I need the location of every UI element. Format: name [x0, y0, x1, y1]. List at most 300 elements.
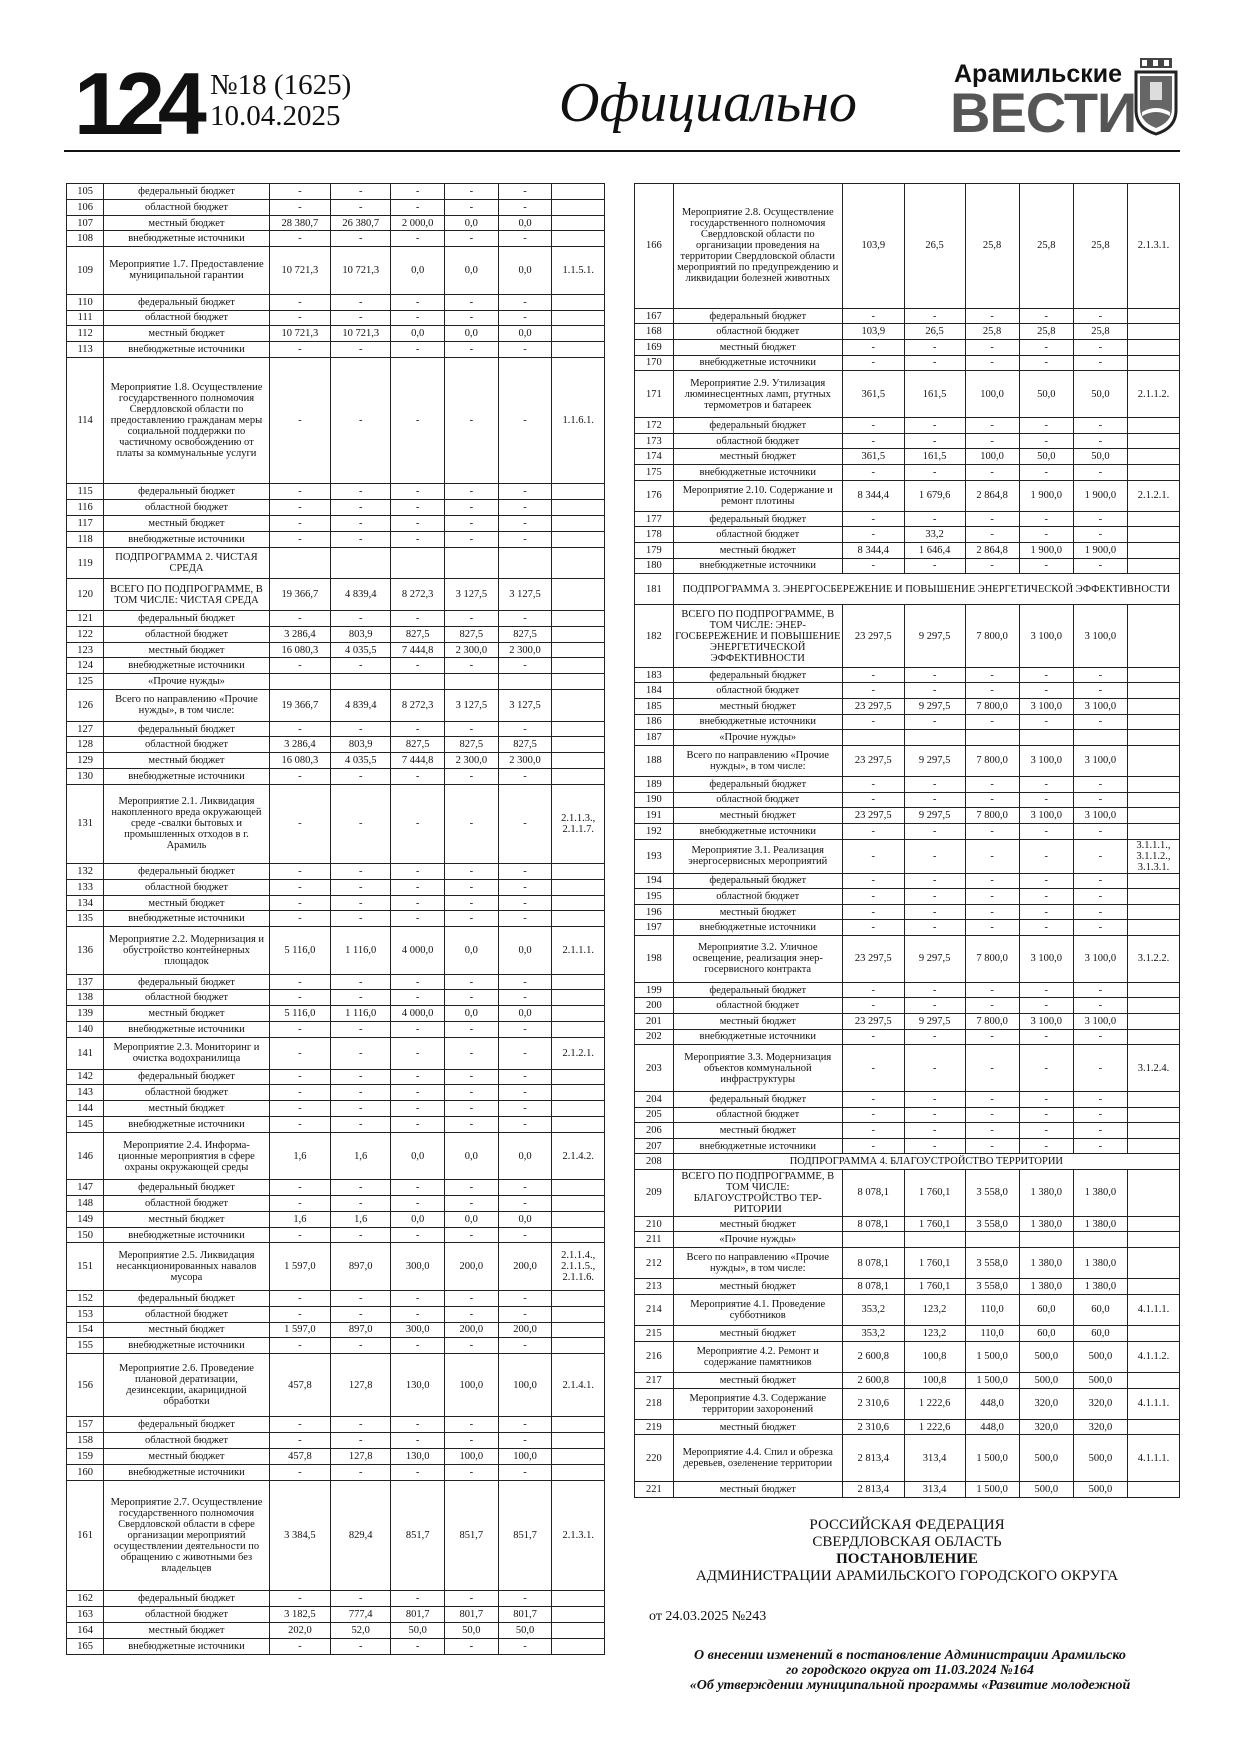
row-value: -: [1019, 1138, 1073, 1154]
row-description: Всего по направлению «Прочие нужды», в том числе:: [673, 1248, 842, 1279]
row-value: -: [1019, 889, 1073, 905]
row-value: 0,0: [498, 1132, 552, 1179]
row-value: -: [269, 1591, 330, 1607]
row-value: -: [391, 310, 445, 326]
row-value: -: [965, 904, 1019, 920]
row-value: [269, 674, 330, 690]
row-number: 168: [635, 324, 674, 340]
row-value: -: [269, 721, 330, 737]
row-value: -: [1073, 527, 1127, 543]
table-row: [67, 911, 605, 927]
row-value: -: [1019, 904, 1073, 920]
row-description: ПОДПРОГРАММА 2. ЧИСТАЯ СРЕДА: [104, 547, 269, 579]
row-description: местный бюджет: [673, 1372, 842, 1388]
table-row: [67, 674, 605, 690]
row-value: 361,5: [842, 371, 904, 418]
row-value: 100,0: [498, 1449, 552, 1465]
row-value: 8 078,1: [842, 1279, 904, 1295]
row-value: [1127, 511, 1179, 527]
row-description: внебюджетные источники: [104, 658, 269, 674]
row-value: -: [391, 1591, 445, 1607]
row-value: 50,0: [1019, 371, 1073, 418]
row-value: [1127, 1029, 1179, 1045]
row-number: 115: [67, 484, 104, 500]
row-value: 1 380,0: [1073, 1279, 1127, 1295]
row-value: 1 222,6: [904, 1388, 965, 1419]
row-number: 156: [67, 1354, 104, 1417]
row-value: -: [331, 1290, 391, 1306]
row-description: федеральный бюджет: [104, 1290, 269, 1306]
row-value: -: [1073, 777, 1127, 793]
row-value: -: [965, 873, 1019, 889]
row-value: 2.1.1.4., 2.1.1.5., 2.1.1.6.: [552, 1243, 605, 1290]
row-value: -: [331, 879, 391, 895]
table-row: [635, 1372, 1180, 1388]
row-description: «Прочие нужды»: [673, 1232, 842, 1248]
row-value: -: [842, 683, 904, 699]
row-value: -: [269, 500, 330, 516]
row-value: -: [391, 1022, 445, 1038]
row-value: -: [1019, 792, 1073, 808]
row-value: -: [445, 863, 499, 879]
table-row: [635, 714, 1180, 730]
row-value: -: [842, 777, 904, 793]
row-value: 10 721,3: [269, 326, 330, 342]
row-number: 195: [635, 889, 674, 905]
row-value: -: [269, 879, 330, 895]
row-value: -: [1073, 714, 1127, 730]
row-number: 166: [635, 184, 674, 309]
row-value: [1127, 1419, 1179, 1435]
row-value: 28 380,7: [269, 215, 330, 231]
decree-region: СВЕРДЛОВСКАЯ ОБЛАСТЬ: [812, 1534, 1002, 1550]
row-number: 157: [67, 1417, 104, 1433]
row-value: -: [965, 1045, 1019, 1092]
table-row: [635, 808, 1180, 824]
left-budget-table: [66, 183, 605, 1655]
row-value: 4 839,4: [331, 690, 391, 722]
row-value: -: [904, 998, 965, 1014]
row-number: 211: [635, 1232, 674, 1248]
row-number: 199: [635, 982, 674, 998]
issue-date: 10.04.2025: [210, 100, 341, 132]
row-value: -: [904, 418, 965, 434]
row-value: -: [391, 1464, 445, 1480]
row-value: -: [904, 873, 965, 889]
row-value: -: [1019, 308, 1073, 324]
table-row: [635, 777, 1180, 793]
row-value: -: [269, 231, 330, 247]
row-value: [1127, 542, 1179, 558]
page-header: [64, 54, 1180, 153]
row-number: 130: [67, 769, 104, 785]
row-value: -: [331, 516, 391, 532]
row-value: 827,5: [498, 737, 552, 753]
table-row: [635, 1029, 1180, 1045]
row-number: 187: [635, 730, 674, 746]
row-value: -: [498, 199, 552, 215]
row-description: Мероприятие 3.1. Реализация энергосервисных мероприятий: [673, 839, 842, 873]
row-number: 119: [67, 547, 104, 579]
row-value: -: [331, 1101, 391, 1117]
row-value: [552, 231, 605, 247]
row-number: 185: [635, 699, 674, 715]
row-description: ВСЕГО ПО ПОДПРОГРАММЕ, В ТОМ ЧИСЛЕ: ЧИСТАЯ СРЕДА: [104, 579, 269, 611]
row-value: 19 366,7: [269, 690, 330, 722]
row-value: -: [842, 982, 904, 998]
row-value: -: [269, 863, 330, 879]
table-row: [67, 1006, 605, 1022]
row-value: 0,0: [445, 1132, 499, 1179]
row-value: -: [904, 1045, 965, 1092]
table-row: [67, 658, 605, 674]
decree-date: от 24.03.2025 №243: [649, 1609, 767, 1624]
row-value: -: [1019, 433, 1073, 449]
row-description: внебюджетные источники: [104, 1022, 269, 1038]
row-value: -: [904, 792, 965, 808]
row-value: -: [904, 889, 965, 905]
row-value: 4 839,4: [331, 579, 391, 611]
row-number: 198: [635, 935, 674, 982]
row-description: областной бюджет: [104, 199, 269, 215]
row-value: [331, 547, 391, 579]
row-value: -: [842, 418, 904, 434]
row-value: -: [1019, 839, 1073, 873]
row-value: -: [1073, 511, 1127, 527]
row-value: -: [965, 920, 1019, 936]
row-value: -: [498, 610, 552, 626]
row-value: [552, 879, 605, 895]
row-value: -: [1019, 873, 1073, 889]
row-value: 2.1.3.1.: [552, 1480, 605, 1591]
row-value: 161,5: [904, 449, 965, 465]
right-budget-table: [634, 183, 1180, 1498]
row-value: -: [842, 1045, 904, 1092]
row-value: [1019, 730, 1073, 746]
row-value: 50,0: [445, 1623, 499, 1639]
table-row: [635, 667, 1180, 683]
row-value: -: [391, 911, 445, 927]
row-value: -: [498, 1290, 552, 1306]
row-value: 3 100,0: [1019, 605, 1073, 667]
row-value: [445, 674, 499, 690]
row-value: -: [331, 1638, 391, 1654]
row-value: [552, 990, 605, 1006]
row-value: -: [965, 355, 1019, 371]
row-value: 103,9: [842, 324, 904, 340]
row-description: внебюджетные источники: [673, 1029, 842, 1045]
row-value: 5 116,0: [269, 1006, 330, 1022]
row-value: -: [498, 721, 552, 737]
row-value: 827,5: [445, 626, 499, 642]
row-value: 1 500,0: [965, 1435, 1019, 1482]
row-value: 200,0: [445, 1243, 499, 1290]
row-value: -: [965, 667, 1019, 683]
row-number: 160: [67, 1464, 104, 1480]
table-row: [635, 1138, 1180, 1154]
row-value: [552, 342, 605, 358]
row-value: [1127, 982, 1179, 998]
row-value: [1127, 730, 1179, 746]
row-value: 1.1.6.1.: [552, 357, 605, 484]
row-value: 3 100,0: [1073, 1013, 1127, 1029]
row-value: 3 100,0: [1073, 808, 1127, 824]
row-value: -: [269, 1022, 330, 1038]
row-value: [1127, 433, 1179, 449]
row-value: -: [842, 558, 904, 574]
row-value: -: [498, 911, 552, 927]
row-value: [552, 1449, 605, 1465]
row-value: -: [391, 1101, 445, 1117]
row-value: 25,8: [1019, 324, 1073, 340]
row-value: 3 100,0: [1019, 745, 1073, 776]
row-value: 127,8: [331, 1449, 391, 1465]
row-value: -: [391, 721, 445, 737]
row-description: Мероприятие 4.1. Проведение субботников: [673, 1294, 842, 1325]
row-value: -: [269, 769, 330, 785]
row-value: 313,4: [904, 1482, 965, 1498]
row-value: -: [842, 792, 904, 808]
row-value: -: [965, 340, 1019, 356]
table-row: [67, 1022, 605, 1038]
row-number: 137: [67, 974, 104, 990]
row-number: 178: [635, 527, 674, 543]
row-value: -: [445, 1116, 499, 1132]
row-value: -: [498, 1116, 552, 1132]
row-value: -: [1073, 889, 1127, 905]
row-value: -: [1019, 1092, 1073, 1108]
row-value: -: [269, 357, 330, 484]
row-description: внебюджетные источники: [104, 1338, 269, 1354]
row-value: -: [1073, 340, 1127, 356]
row-value: -: [269, 1180, 330, 1196]
row-value: -: [904, 558, 965, 574]
row-value: -: [1073, 683, 1127, 699]
row-value: 4 035,5: [331, 642, 391, 658]
row-value: [1127, 1372, 1179, 1388]
row-value: -: [904, 920, 965, 936]
row-value: -: [498, 1180, 552, 1196]
row-value: -: [904, 667, 965, 683]
row-number: 183: [635, 667, 674, 683]
row-value: [552, 294, 605, 310]
row-description: «Прочие нужды»: [104, 674, 269, 690]
row-value: -: [269, 1464, 330, 1480]
row-value: 1 900,0: [1019, 480, 1073, 511]
row-description: местный бюджет: [104, 1623, 269, 1639]
row-value: -: [965, 433, 1019, 449]
row-value: -: [498, 484, 552, 500]
row-value: [904, 730, 965, 746]
row-value: 50,0: [1019, 449, 1073, 465]
row-value: 2 813,4: [842, 1435, 904, 1482]
row-value: 1 500,0: [965, 1341, 1019, 1372]
row-value: [1127, 1138, 1179, 1154]
row-value: [1127, 355, 1179, 371]
row-description: областной бюджет: [673, 1107, 842, 1123]
table-row: [67, 1638, 605, 1654]
row-value: -: [391, 879, 445, 895]
row-number: 217: [635, 1372, 674, 1388]
row-value: [552, 1227, 605, 1243]
row-value: 2 600,8: [842, 1341, 904, 1372]
table-row: [67, 753, 605, 769]
row-number: 165: [67, 1638, 104, 1654]
row-description: местный бюджет: [673, 1013, 842, 1029]
table-row: [635, 184, 1180, 309]
row-value: -: [498, 1227, 552, 1243]
row-description: местный бюджет: [104, 1322, 269, 1338]
row-description: внебюджетные источники: [104, 1116, 269, 1132]
row-description: федеральный бюджет: [673, 982, 842, 998]
row-value: -: [331, 658, 391, 674]
row-value: -: [331, 199, 391, 215]
row-value: 2.1.4.2.: [552, 1132, 605, 1179]
brand-top: Арамильские: [954, 60, 1123, 88]
row-value: -: [331, 357, 391, 484]
row-description: местный бюджет: [673, 699, 842, 715]
row-description: областной бюджет: [673, 889, 842, 905]
row-description: местный бюджет: [673, 1326, 842, 1342]
row-value: [1127, 340, 1179, 356]
row-number: 151: [67, 1243, 104, 1290]
table-row: [67, 231, 605, 247]
row-value: -: [842, 889, 904, 905]
table-row: [635, 433, 1180, 449]
table-row: [67, 247, 605, 294]
row-value: -: [904, 1092, 965, 1108]
row-value: -: [498, 1196, 552, 1212]
row-value: -: [391, 484, 445, 500]
row-value: 9 297,5: [904, 1013, 965, 1029]
row-value: 5 116,0: [269, 927, 330, 974]
table-row: [67, 484, 605, 500]
row-value: -: [498, 294, 552, 310]
row-number: 108: [67, 231, 104, 247]
row-value: -: [445, 1180, 499, 1196]
row-number: 124: [67, 658, 104, 674]
row-description: областной бюджет: [104, 626, 269, 642]
row-number: 219: [635, 1419, 674, 1435]
row-number: 111: [67, 310, 104, 326]
table-row: [67, 1354, 605, 1417]
row-number: 133: [67, 879, 104, 895]
row-value: -: [445, 990, 499, 1006]
row-value: 827,5: [391, 737, 445, 753]
table-row: [635, 1216, 1180, 1232]
row-value: -: [269, 990, 330, 1006]
row-description: федеральный бюджет: [104, 294, 269, 310]
row-value: -: [391, 1306, 445, 1322]
row-description: внебюджетные источники: [104, 342, 269, 358]
row-description: внебюджетные источники: [104, 1464, 269, 1480]
row-description: внебюджетные источники: [673, 464, 842, 480]
table-row: [635, 355, 1180, 371]
row-value: -: [269, 1638, 330, 1654]
row-value: -: [269, 184, 330, 200]
row-value: 50,0: [1073, 371, 1127, 418]
row-value: [1127, 1013, 1179, 1029]
row-value: [552, 737, 605, 753]
row-number: 197: [635, 920, 674, 936]
row-value: 2 000,0: [391, 215, 445, 231]
row-value: -: [904, 433, 965, 449]
row-number: 158: [67, 1433, 104, 1449]
row-value: -: [445, 610, 499, 626]
row-value: -: [842, 823, 904, 839]
row-value: 851,7: [498, 1480, 552, 1591]
row-value: 851,7: [391, 1480, 445, 1591]
row-number: 176: [635, 480, 674, 511]
table-row: [67, 516, 605, 532]
row-value: 801,7: [498, 1607, 552, 1623]
row-description: местный бюджет: [673, 1279, 842, 1295]
row-number: 220: [635, 1435, 674, 1482]
row-value: -: [498, 990, 552, 1006]
row-value: -: [269, 1306, 330, 1322]
row-value: 3 127,5: [498, 579, 552, 611]
row-value: 313,4: [904, 1435, 965, 1482]
row-value: [552, 310, 605, 326]
row-value: -: [391, 184, 445, 200]
table-row: [67, 1037, 605, 1069]
row-value: -: [269, 1196, 330, 1212]
row-value: -: [391, 516, 445, 532]
row-value: [552, 547, 605, 579]
row-value: -: [1019, 920, 1073, 936]
row-value: -: [498, 1085, 552, 1101]
row-value: 1 380,0: [1073, 1170, 1127, 1217]
row-value: 200,0: [445, 1322, 499, 1338]
row-value: -: [498, 184, 552, 200]
row-value: 3 127,5: [498, 690, 552, 722]
table-row: [635, 1170, 1180, 1217]
row-value: [552, 1022, 605, 1038]
row-value: -: [391, 342, 445, 358]
row-number: 155: [67, 1338, 104, 1354]
row-number: 206: [635, 1123, 674, 1139]
row-value: 1 760,1: [904, 1248, 965, 1279]
table-row: [635, 527, 1180, 543]
table-row: [635, 558, 1180, 574]
row-value: 8 078,1: [842, 1170, 904, 1217]
row-value: -: [904, 839, 965, 873]
row-description: Мероприятие 2.4. Информационные мероприятия в сфере охраны окружающей среды: [104, 1132, 269, 1179]
row-description: Мероприятие 2.1. Ликвидация накопленного вреда окружающей среде -свалки бытовых и промышленных отходов в г. Арамиль: [104, 784, 269, 863]
row-value: [552, 1211, 605, 1227]
table-row: [67, 579, 605, 611]
row-value: [391, 547, 445, 579]
row-value: -: [445, 895, 499, 911]
row-number: 114: [67, 357, 104, 484]
row-value: 4.1.1.1.: [1127, 1435, 1179, 1482]
row-value: -: [391, 1085, 445, 1101]
row-description: Мероприятие 2.3. Мониторинг и очистка водохранилища: [104, 1037, 269, 1069]
row-number: 167: [635, 308, 674, 324]
row-value: [1127, 667, 1179, 683]
row-value: 3.1.2.2.: [1127, 935, 1179, 982]
row-value: -: [1073, 873, 1127, 889]
row-value: -: [1073, 792, 1127, 808]
row-description: местный бюджет: [673, 1123, 842, 1139]
row-value: -: [331, 1591, 391, 1607]
row-value: [552, 1417, 605, 1433]
table-row: [635, 480, 1180, 511]
row-value: 0,0: [391, 326, 445, 342]
row-number: 125: [67, 674, 104, 690]
row-description: местный бюджет: [104, 1101, 269, 1117]
table-row: [635, 308, 1180, 324]
